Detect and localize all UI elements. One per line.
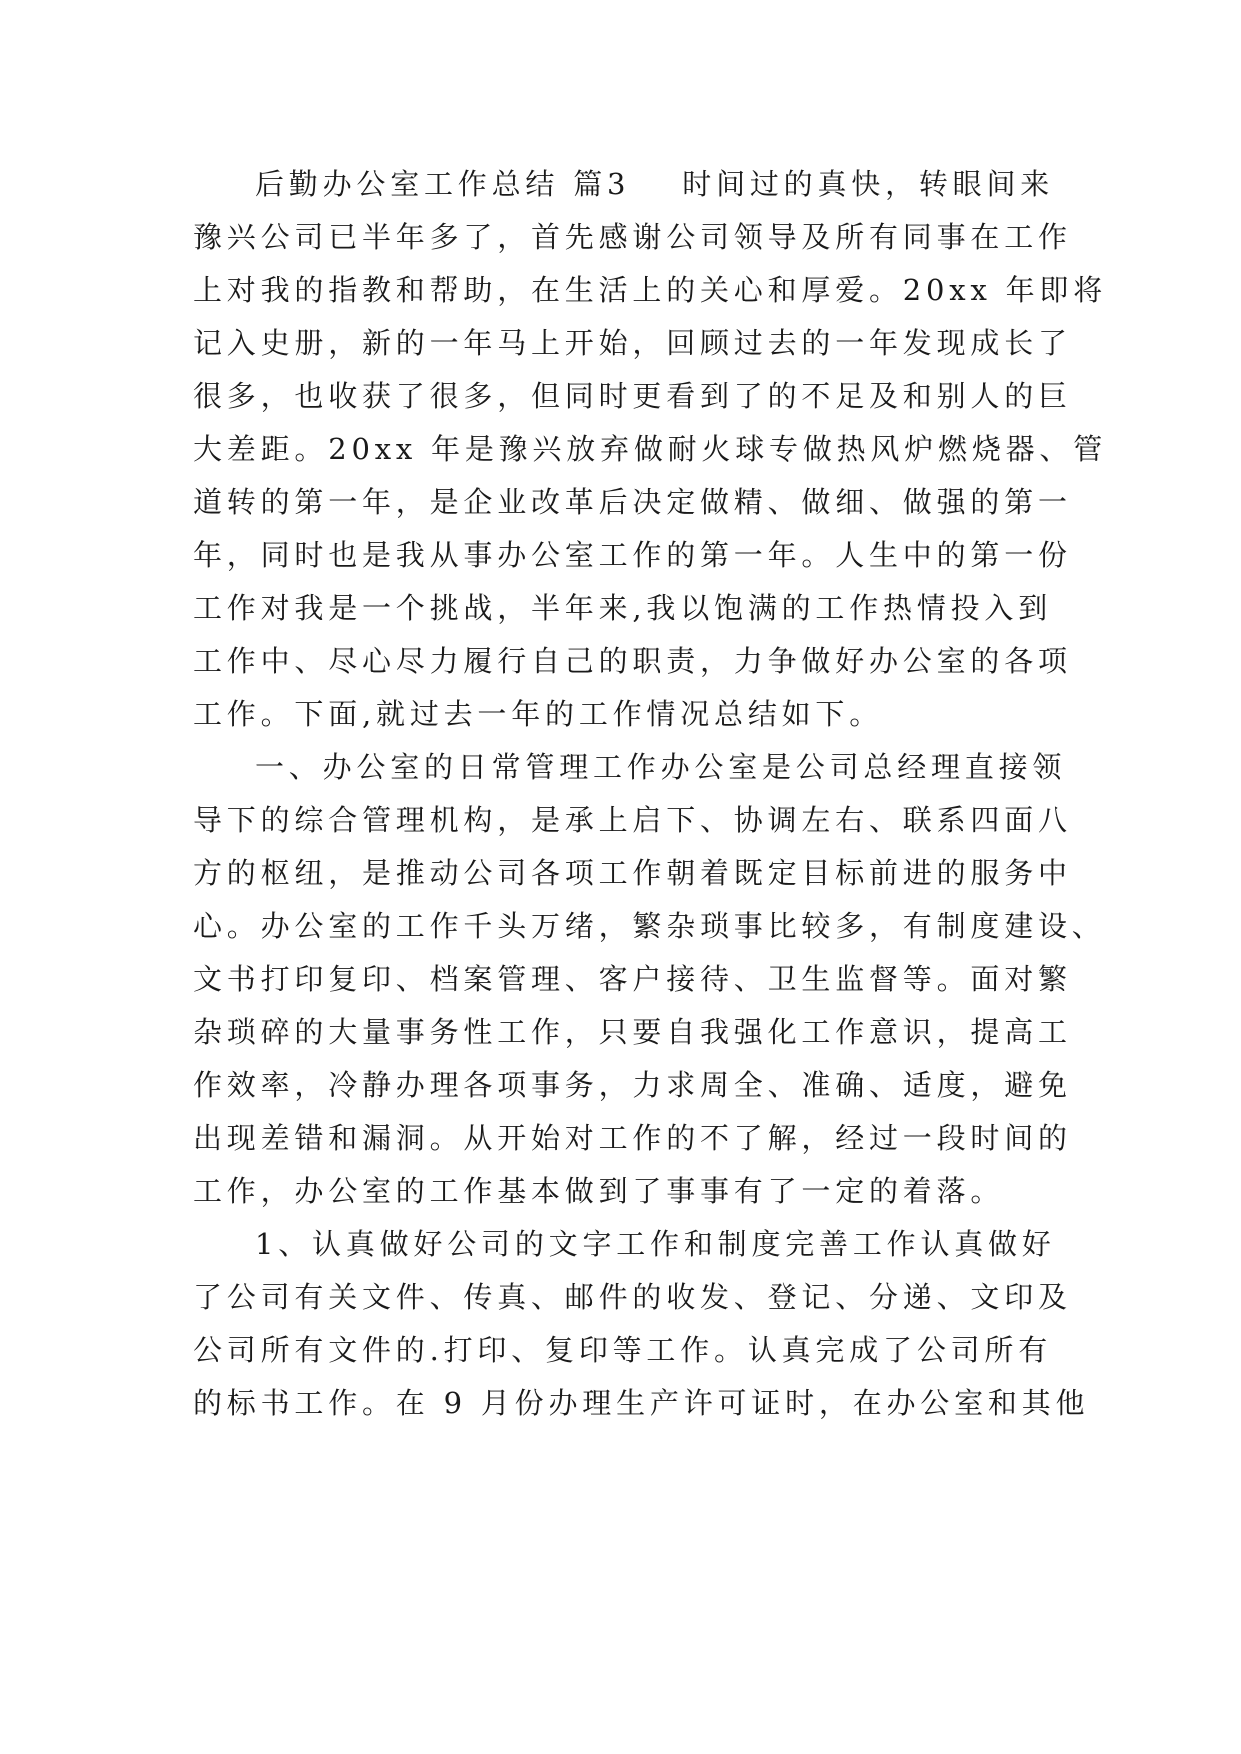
text-line: 杂琐碎的大量事务性工作，只要自我强化工作意识，提高工	[193, 1015, 1072, 1049]
text-line: 很多，也收获了很多，但同时更看到了的不足及和别人的巨	[193, 379, 1072, 413]
text-line	[193, 158, 1053, 211]
text-line: 工作，办公室的工作基本做到了事事有了一定的着落。	[193, 1174, 1005, 1208]
text-line: 一、办公室的日常管理工作办公室是公司总经理直接领	[255, 750, 1067, 784]
text-line: 记入史册，新的一年马上开始，回顾过去的一年发现成长了	[193, 326, 1072, 360]
document-body	[193, 158, 1108, 1430]
text-line: 豫兴公司已半年多了，首先感谢公司领导及所有同事在工作	[193, 220, 1072, 254]
text-line: 工作。下面,就过去一年的工作情况总结如下。	[193, 697, 884, 731]
text-line: 导下的综合管理机构，是承上启下、协调左右、联系四面八	[193, 803, 1072, 837]
text-line: 道转的第一年，是企业改革后决定做精、做细、做强的第一	[193, 485, 1072, 519]
text-line: 年，同时也是我从事办公室工作的第一年。人生中的第一份	[193, 538, 1072, 572]
text-line: 公司所有文件的.打印、复印等工作。认真完成了公司所有	[193, 1333, 1053, 1367]
text-line: 心。办公室的工作千头万绪，繁杂琐事比较多，有制度建设、	[193, 909, 1106, 943]
text-line: 了公司有关文件、传真、邮件的收发、登记、分递、文印及	[193, 1280, 1072, 1314]
text-line: 的标书工作。在 9 月份办理生产许可证时，在办公室和其他	[193, 1386, 1090, 1420]
text-line: 工作中、尽心尽力履行自己的职责，力争做好办公室的各项	[193, 644, 1072, 678]
section-title: 后勤办公室工作总结 篇3	[255, 167, 631, 201]
text-run: 时间过的真快，转眼间来	[682, 167, 1055, 201]
text-line: 工作对我是一个挑战，半年来,我以饱满的工作热情投入到	[193, 591, 1053, 625]
text-line: 方的枢纽，是推动公司各项工作朝着既定目标前进的服务中	[193, 856, 1072, 890]
text-line: 1、认真做好公司的文字工作和制度完善工作认真做好	[255, 1227, 1056, 1261]
text-line: 上对我的指教和帮助，在生活上的关心和厚爱。20xx 年即将	[193, 273, 1108, 307]
text-line: 作效率，冷静办理各项事务，力求周全、准确、适度，避免	[193, 1068, 1072, 1102]
text-line: 大差距。20xx 年是豫兴放弃做耐火球专做热风炉燃烧器、管	[193, 432, 1108, 466]
text-line: 文书打印复印、档案管理、客户接待、卫生监督等。面对繁	[193, 962, 1072, 996]
text-line: 出现差错和漏洞。从开始对工作的不了解，经过一段时间的	[193, 1121, 1072, 1155]
